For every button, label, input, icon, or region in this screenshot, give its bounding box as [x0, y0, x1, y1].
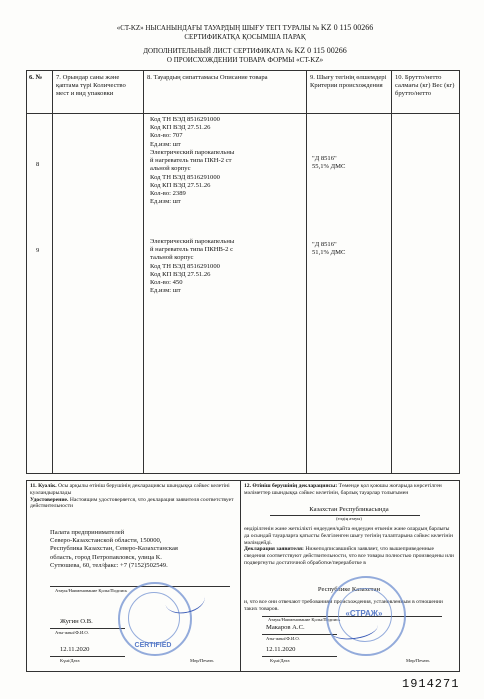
header-line1: «CT-KZ» НЫСАНЫНДАҒЫ ТАУАРДЫҢ ШЫҒУ ТЕГІ ТУРАЛЫ № — [116, 24, 320, 32]
date: 12.11.2020 — [266, 646, 296, 653]
col-divider — [306, 70, 307, 473]
col-header-weight: 10. Брутто/нетто салмағы (кг) Вес (кг) брутто/нетто — [395, 74, 455, 98]
header-line3: ДОПОЛНИТЕЛЬНЫЙ ЛИСТ СЕРТИФИКАТА № — [143, 47, 293, 55]
cert-title-ru: Удостоверение. — [30, 496, 69, 503]
underline — [50, 656, 125, 657]
serial-number: 1914271 — [402, 677, 460, 691]
underline — [262, 656, 337, 657]
decl-title-kz: 12. Өтініш берушінің декларациясы: — [244, 483, 338, 489]
stamp-caption: Мөр/Печать — [190, 658, 214, 663]
decl-title-ru: Декларация заявителя: — [244, 546, 304, 553]
country: Казахстан Республикасында — [309, 506, 389, 513]
declarant-name: Макаров А.С. — [266, 624, 305, 631]
table-header-divider — [26, 113, 460, 114]
header-line2: СЕРТИФИКАТҚА ҚОСЫМША ПАРАҚ — [184, 32, 306, 41]
row-number: 8 — [36, 161, 40, 168]
seal-label: CERTIFIED — [134, 642, 172, 649]
row-number: 9 — [36, 247, 40, 254]
table-row: Код ТН ВЭД 8516291000 Код КП ВЭД 27.51.26 Кол-во: 707 Ед.изм: шт — [150, 116, 220, 148]
stamp-caption: Мөр/Печать — [406, 658, 430, 663]
underline — [262, 634, 337, 635]
col-divider — [391, 70, 392, 473]
origin-criteria: "Д 8516" 51,1% ДМС — [312, 241, 346, 257]
date-caption: Күні/Дата — [60, 658, 80, 663]
col-divider — [143, 70, 144, 473]
cert-title-kz: 11. Куәлік. — [30, 483, 57, 489]
date: 12.11.2020 — [60, 646, 90, 653]
origin-criteria: "Д 8516" 55,1% ДМС — [312, 155, 346, 171]
country-2: Республике Казахстан — [317, 586, 381, 593]
declaration-text: өндірілгенін және жеткілікті өндеуден/қайта өңдеуден өткенін және олардың барлығы да осындай тауарларға қатысты белгіленген шығу тегінің талаптарына сәйкес келетінін мәлімдейді. Декларация заявителя: Нижеподписавшийся заявляет, что вышеприведенные сведения соответствуют действительности, что все товары полностью произведены или подвергнуты достаточной обработке/переработке в — [244, 526, 454, 566]
declaration-tail: и, что все они отвечают требованиям происхождения, установленным в отношении таких товаров. — [244, 599, 443, 612]
declaration-block: 12. Өтініш берушінің декларациясы: Төменде қол қоюшы жоғарыда көрсетілген мәліметтер шындыққа сәйкес келетінін, барлық тауарлар толығымен — [244, 483, 442, 496]
col-header-criteria: 9. Шығу тегінің өлшемдері Критерии происхождения — [310, 74, 387, 90]
signer-name: Жугин О.В. — [60, 618, 93, 625]
sig-caption: Атауы/Наименование Қолы/Подпись — [268, 617, 341, 622]
col-header-packages: 7. Орындар саны және қаптама түрі Количество мест и вид упаковки — [56, 74, 126, 98]
col-header-description: 8. Тауардың сипаттамасы Описание товара — [147, 74, 268, 81]
table-row: Электрический парокапельны й нагреватель типа ПКНВ-2 с тальной корпус Код ТН ВЭД 8516291000 Код КП ВЭД 27.51.26 Кол-во: 450 Ед.изм: шт — [150, 238, 235, 295]
cert-number: KZ 0 115 00266 — [320, 23, 374, 32]
sig-caption: Атауы/Наименование Қолы/Подпись — [55, 588, 128, 593]
date-caption: Күні/Дата — [270, 658, 290, 663]
col-header-no: 6. № — [29, 74, 43, 81]
col-divider — [52, 70, 53, 473]
seal-label: «СТРАЖ» — [345, 609, 383, 618]
table-row: Электрический парокапельны й нагреватель типа ПКН-2 ст альной корпус Код ТН ВЭД 8516291000 Код КП ВЭД 27.51.26 Кол-во: 2389 Ед.изм: шт — [150, 149, 235, 206]
table-row — [150, 207, 306, 236]
name-caption: Аты-жөні/Ф.И.О. — [55, 630, 89, 635]
country-caption: (елдің атауы) — [336, 516, 362, 521]
underline — [50, 628, 125, 629]
cert-number-2: KZ 0 115 00266 — [294, 46, 347, 55]
header — [30, 24, 460, 64]
header-line4: О ПРОИСХОЖДЕНИИ ТОВАРА ФОРМЫ «CT-KZ» — [166, 55, 324, 64]
chamber-address: Палата предпринимателей Северо-Казахстанской области, 150000, Республика Казахстан, Северо-Казахстанская область, город Петропавловск, улица К. Сутюшева, 60, тел/факс: +7 (7152)502549. — [50, 529, 178, 569]
name-caption: Аты-жөні/Ф.И.О. — [266, 636, 300, 641]
certification-block: 11. Куәлік. Осы арқылы өтініш берушінің декларациясы шындыққа сәйкес келетіні куәландырылады Удостоверение. Настоящим удостоверяется, что декларация заявителя соответствует действительности — [30, 483, 234, 510]
